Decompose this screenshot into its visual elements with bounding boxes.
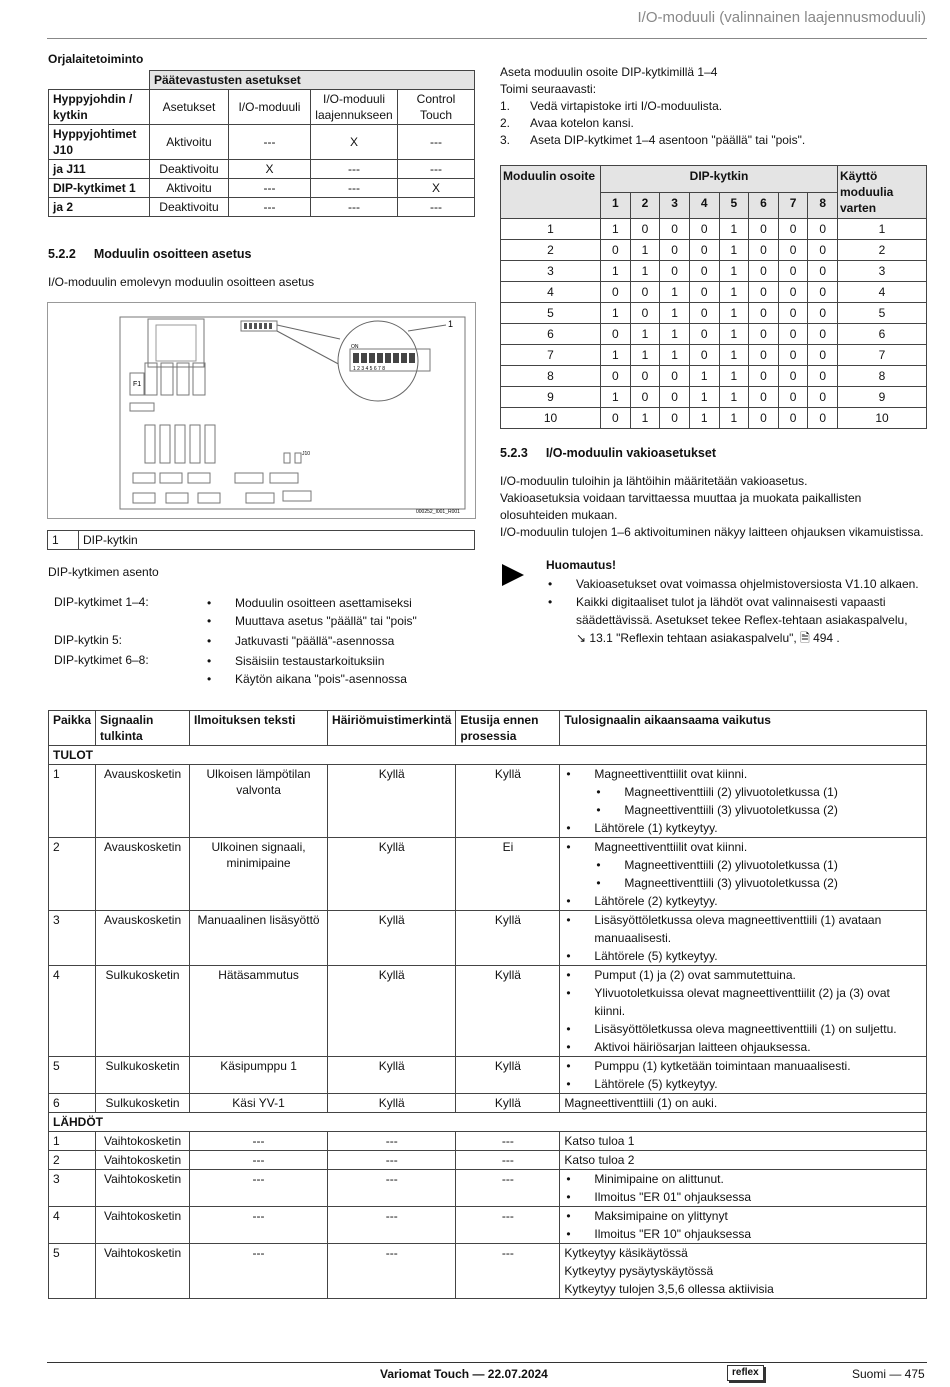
dip-switch-number: 6 — [749, 192, 779, 219]
figure-code: 000252_I001_R001 — [416, 509, 460, 515]
dip-switch-number: 5 — [719, 192, 749, 219]
signal-section-row: LÄHDÖT — [49, 1113, 927, 1132]
signal-effect: Katso tuloa 1 — [560, 1132, 927, 1151]
signal-row: 3 Vaihtokosketin --- --- --- • Minimipaine on alittunut. • Ilmoitus "ER 01" ohjauksessa — [49, 1170, 927, 1207]
signal-effect: • Pumput (1) ja (2) ovat sammutettuina. • Ylivuotoletkuissa olevat magneettiventtiilit (2) ja (3) ovat kiinni. • Lisäsyöttöletkussa oleva magneettiventtiili (1) on suljettu. • Aktivoi häiriösarjan laitteen ohjauksessa. — [560, 966, 927, 1057]
dip-address-table: Moduulin osoite DIP-kytkin Käyttö moduulia varten 1 2 3 4 5 6 7 8 1 1 0 0 0 1 0 0 0 1 2 0 1 0 0 1 0 0 0 2 3 1 1 0 0 1 0 0 0 3 4 0 0 1 0 1 0 0 0 4 5 1 0 1 0 1 0 0 0 5 6 0 1 1 0 1 0 0 0 6 7 1 1 1 0 1 0 0 0 7 8 0 0 0 1 1 0 0 0 8 9 1 0 0 1 1 0 0 0 9 10 0 1 0 1 1 0 0 0 10 — [500, 165, 927, 429]
dip-switch-number: 7 — [778, 192, 808, 219]
signal-table: Paikka Signaalin tulkinta Ilmoituksen teksti Häiriömuistimerkintä Etusija ennen prosessia Tulosignaalin aikaansaama vaikutus TULOT 1 Avauskosketin Ulkoisen lämpötilan valvonta Kyllä Kyllä • Magneettiventtiilit ovat kiinni. • Magneettiventtiili (2) ylivuotoletkussa (1) • Magneettiventtiili (3) ylivuotoletkussa (2) • Lähtörele (1) kytkeytyy. 2 Avauskosketin Ulkoinen signaali, minimipaine Kyllä Ei • Magneettiventtiilit ovat kiinni. • Magneettiventtiili (2) ylivuotoletkussa (1) • Magneettiventtiili (3) ylivuotoletkussa (2) • Lähtörele (2) kytkeytyy. 3 Avauskosketin Manuaalinen lisäsyöttö Kyllä Kyllä • Lisäsyöttöletkussa oleva magneettiventtiili (1) avataan manuaalisesti. • Lähtörele (5) kytkeytyy. 4 Sulkukosketin Hätäsammutus Kyllä Kyllä • Pumput (1) ja (2) ovat sammutettuina. • Ylivuotoletkuissa olevat magneettiventtiilit (2) ja (3) ovat kiinni. • Lisäsyöttöletkussa oleva magneettiventtiili (1) on suljettu. • Aktivoi häiriösarjan laitteen ohjauksessa. 5 Sulkukosketin Käsipumppu 1 Kyllä Kyllä • Pumppu (1) kytketään toimintaan manuaalisesti. • Lähtörele (5) kytkeytyy. 6 Sulkukosketin Käsi YV-1 Kyllä Kyllä Magneettiventtiili (1) on auki. LÄHDÖT 1 Vaihtokosketin --- --- --- Katso tuloa 1 2 Vaihtokosketin --- --- --- Katso tuloa 2 3 Vaihtokosketin --- --- --- • Minimipaine on alittunut. • Ilmoitus "ER 01" ohjauksessa 4 Vaihtokosketin --- --- --- • Maksimipaine on ylittynyt • Ilmoitus "ER 10" ohjauksessa 5 Vaihtokosketin --- --- --- Kytkeytyy käsikäytössä Kytkeytyy pysäytyskäytössä Kytkeytyy tulojen 3,5,6 ollessa aktiivisia — [48, 710, 927, 1299]
signal-effect: Magneettiventtiili (1) on auki. — [560, 1094, 927, 1113]
dip-position-title: DIP-kytkimen asento — [48, 565, 159, 579]
section-5-2-2-heading: 5.2.2 Moduulin osoitteen asetus — [48, 247, 252, 261]
note-title: Huomautus! — [546, 558, 616, 572]
section-5-2-3-body: I/O-moduulin tuloihin ja lähtöihin määritetään vakioasetus. Vakioasetuksia voidaan tarvittaessa muuttaa ja muokata paikallisten olosuhteiden mukaan. I/O-moduulin tulojen 1–6 aktivoituminen näkyy laitteen ohjauksen vikamuistissa. — [500, 474, 924, 539]
signal-row: 4 Sulkukosketin Hätäsammutus Kyllä Kyllä • Pumput (1) ja (2) ovat sammutettuina. • Ylivuotoletkuissa olevat magneettiventtiilit (2) ja (3) ovat kiinni. • Lisäsyöttöletkussa oleva magneettiventtiili (1) on suljettu. • Aktivoi häiriösarjan laitteen ohjauksessa. — [49, 966, 927, 1057]
footer-rule — [47, 1362, 927, 1363]
header-rule — [47, 38, 927, 39]
figure-legend: 1 DIP-kytkin — [47, 530, 475, 550]
dip-table-row: 8 0 0 0 1 1 0 0 0 8 — [501, 366, 927, 387]
dip-table-row: 5 1 0 1 0 1 0 0 0 5 — [501, 303, 927, 324]
dip-position-list: DIP-kytkimet 1–4: • Moduulin osoitteen asettamiseksi • Muuttava asetus "päällä" tai "pois" DIP-kytkin 5: • Jatkuvasti "päällä"-asennossa DIP-kytkimet 6–8: • Sisäisiin testaustarkoituksiin • Käytön aikana "pois"-asennossa — [54, 595, 474, 691]
link-arrow-icon: ↘ — [576, 631, 587, 645]
dip-table-row: 1 1 0 0 0 1 0 0 0 1 — [501, 219, 927, 240]
dip-table-row: 10 0 1 0 1 1 0 0 0 10 — [501, 408, 927, 429]
reflex-logo: reflex — [727, 1365, 764, 1381]
svg-text:ON: ON — [351, 344, 359, 350]
footer-page: Suomi — 475 — [852, 1367, 925, 1381]
dip-table-row: 6 0 1 1 0 1 0 0 0 6 — [501, 324, 927, 345]
cross-reference-link[interactable]: 13.1 "Reflexin tehtaan asiakaspalvelu", — [589, 631, 797, 645]
dip-switch-number: 4 — [689, 192, 719, 219]
signal-row: 3 Avauskosketin Manuaalinen lisäsyöttö Kyllä Kyllä • Lisäsyöttöletkussa oleva magneettiventtiili (1) avataan manuaalisesti. • Lähtörele (5) kytkeytyy. — [49, 911, 927, 966]
signal-effect: • Magneettiventtiilit ovat kiinni. • Magneettiventtiili (2) ylivuotoletkussa (1) • Magneettiventtiili (3) ylivuotoletkussa (2) • Lähtörele (1) kytkeytyy. — [560, 765, 927, 838]
svg-text:F1: F1 — [133, 381, 142, 388]
signal-row: 2 Avauskosketin Ulkoinen signaali, minimipaine Kyllä Ei • Magneettiventtiilit ovat kiinni. • Magneettiventtiili (2) ylivuotoletkussa (1) • Magneettiventtiili (3) ylivuotoletkussa (2) • Lähtörele (2) kytkeytyy. — [49, 838, 927, 911]
address-instructions: Aseta moduulin osoite DIP-kytkimillä 1–4 Toimi seuraavasti: 1. Vedä virtapistoke irti I/O-moduulista. 2. Avaa kotelon kansi. 3. Aseta DIP-kytkimet 1–4 asentoon "päällä" tai "pois". — [500, 65, 806, 147]
svg-text:J10: J10 — [302, 451, 311, 457]
dip-table-row: 2 0 1 0 0 1 0 0 0 2 — [501, 240, 927, 261]
dip-switch-number: 8 — [808, 192, 838, 219]
signal-effect: • Maksimipaine on ylittynyt • Ilmoitus "ER 10" ohjauksessa — [560, 1207, 927, 1244]
signal-section-row: TULOT — [49, 746, 927, 765]
signal-effect: • Magneettiventtiilit ovat kiinni. • Magneettiventtiili (2) ylivuotoletkussa (1) • Magneettiventtiili (3) ylivuotoletkussa (2) • Lähtörele (2) kytkeytyy. — [560, 838, 927, 911]
svg-text:1 2 3 4 5 6 7 8: 1 2 3 4 5 6 7 8 — [353, 366, 385, 372]
signal-effect: Katso tuloa 2 — [560, 1151, 927, 1170]
callout-number: 1 — [448, 319, 454, 329]
dip-switch-number: 1 — [601, 192, 631, 219]
signal-effect: • Lisäsyöttöletkussa oleva magneettiventtiili (1) avataan manuaalisesti. • Lähtörele (5) kytkeytyy. — [560, 911, 927, 966]
dip-switch-number: 3 — [660, 192, 690, 219]
signal-row: 1 Avauskosketin Ulkoisen lämpötilan valvonta Kyllä Kyllä • Magneettiventtiilit ovat kiinni. • Magneettiventtiili (2) ylivuotoletkussa (1) • Magneettiventtiili (3) ylivuotoletkussa (2) • Lähtörele (1) kytkeytyy. — [49, 765, 927, 838]
dip-table-row: 9 1 0 0 1 1 0 0 0 9 — [501, 387, 927, 408]
section-5-2-3-heading: 5.2.3 I/O-moduulin vakioasetukset — [500, 446, 716, 460]
section-5-2-2-intro: I/O-moduulin emolevyn moduulin osoitteen asetus — [48, 275, 315, 289]
signal-row: 5 Sulkukosketin Käsipumppu 1 Kyllä Kyllä • Pumppu (1) kytketään toimintaan manuaalisesti. • Lähtörele (5) kytkeytyy. — [49, 1057, 927, 1094]
dip-table-row: 3 1 1 0 0 1 0 0 0 3 — [501, 261, 927, 282]
signal-row: 2 Vaihtokosketin --- --- --- Katso tuloa 2 — [49, 1151, 927, 1170]
signal-row: 1 Vaihtokosketin --- --- --- Katso tuloa 1 — [49, 1132, 927, 1151]
signal-effect: Kytkeytyy käsikäytössä Kytkeytyy pysäytyskäytössä Kytkeytyy tulojen 3,5,6 ollessa aktiivisia — [560, 1244, 927, 1299]
orja-table: Päätevastusten asetukset Hyppyjohdin / kytkin Asetukset I/O-moduuli I/O-moduuli laajennukseen Control Touch Hyppyjohtimet J10 Aktivoitu --- X --- ja J11 Deaktivoitu X --- --- DIP-kytkimet 1 Aktivoitu --- --- X ja 2 Deaktivoitu --- --- --- — [48, 70, 475, 217]
arrow-right-icon — [500, 562, 526, 588]
page-header-title: I/O-moduuli (valinnainen laajennusmoduuli) — [637, 9, 926, 26]
signal-row: 6 Sulkukosketin Käsi YV-1 Kyllä Kyllä Magneettiventtiili (1) on auki. — [49, 1094, 927, 1113]
footer-product: Variomat Touch — 22.07.2024 — [380, 1367, 548, 1381]
dip-table-row: 7 1 1 1 0 1 0 0 0 7 — [501, 345, 927, 366]
signal-effect: • Minimipaine on alittunut. • Ilmoitus "ER 01" ohjauksessa — [560, 1170, 927, 1207]
signal-row: 5 Vaihtokosketin --- --- --- Kytkeytyy käsikäytössä Kytkeytyy pysäytyskäytössä Kytkeytyy tulojen 3,5,6 ollessa aktiivisia — [49, 1244, 927, 1299]
dip-switch-number: 2 — [630, 192, 660, 219]
orja-title: Orjalaitetoiminto — [48, 52, 144, 66]
page-icon: 🗎 — [800, 631, 810, 645]
board-figure — [47, 302, 476, 519]
signal-effect: • Pumppu (1) kytketään toimintaan manuaalisesti. • Lähtörele (5) kytkeytyy. — [560, 1057, 927, 1094]
dip-table-row: 4 0 0 1 0 1 0 0 0 4 — [501, 282, 927, 303]
circuit-board-drawing — [48, 303, 475, 518]
signal-row: 4 Vaihtokosketin --- --- --- • Maksimipaine on ylittynyt • Ilmoitus "ER 10" ohjauksessa — [49, 1207, 927, 1244]
